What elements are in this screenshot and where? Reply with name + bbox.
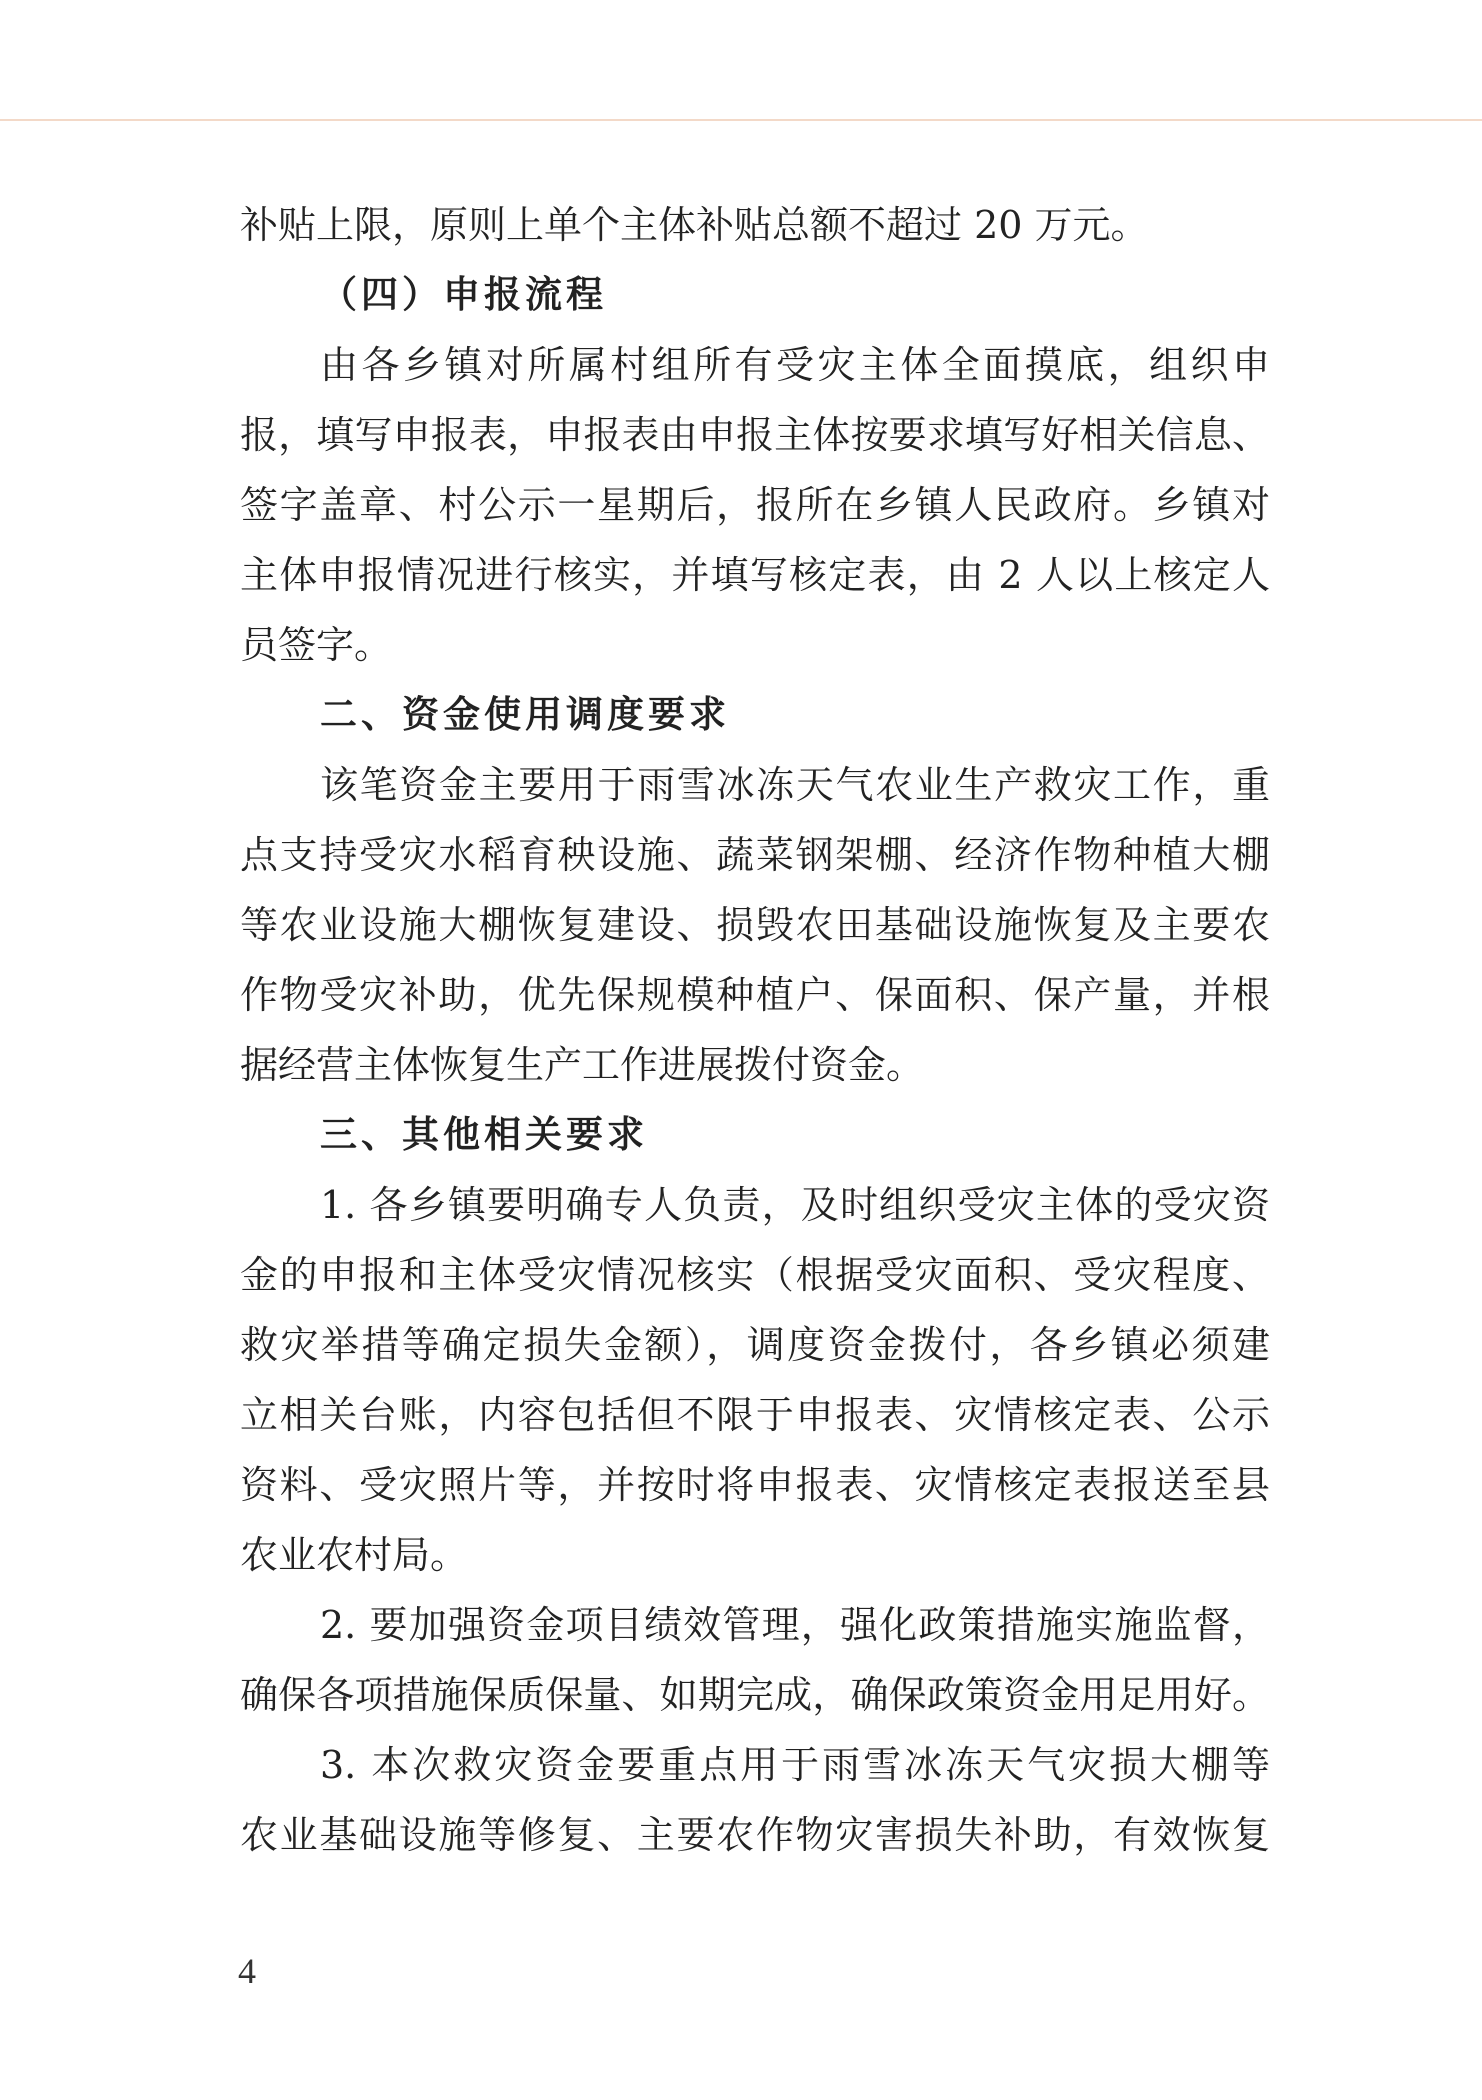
body-line: 主体申报情况进行核实，并填写核定表，由 2 人以上核定人 — [240, 553, 1270, 597]
body-line: 点支持受灾水稻育秧设施、蔬菜钢架棚、经济作物种植大棚 — [240, 833, 1270, 877]
body-line: 补贴上限，原则上单个主体补贴总额不超过 20 万元。 — [240, 203, 1149, 247]
body-line: 等农业设施大棚恢复建设、损毁农田基础设施恢复及主要农 — [240, 903, 1270, 947]
body-line: 1. 各乡镇要明确专人负责，及时组织受灾主体的受灾资 — [320, 1183, 1270, 1227]
section-heading: 三、其他相关要求 — [320, 1113, 648, 1156]
page-number: 4 — [238, 1951, 256, 1991]
body-line: 签字盖章、村公示一星期后，报所在乡镇人民政府。乡镇对 — [240, 483, 1270, 527]
body-line: 农业基础设施等修复、主要农作物灾害损失补助，有效恢复 — [240, 1813, 1270, 1857]
top-rule — [0, 119, 1482, 121]
body-line: 资料、受灾照片等，并按时将申报表、灾情核定表报送至县 — [240, 1463, 1270, 1507]
body-line: 2. 要加强资金项目绩效管理，强化政策措施实施监督， — [320, 1603, 1270, 1647]
body-line: 3. 本次救灾资金要重点用于雨雪冰冻天气灾损大棚等 — [320, 1743, 1270, 1787]
body-line: 报，填写申报表，申报表由申报主体按要求填写好相关信息、 — [240, 413, 1270, 457]
body-line: 据经营主体恢复生产工作进展拨付资金。 — [240, 1043, 925, 1087]
body-line: 农业农村局。 — [240, 1533, 469, 1577]
body-line: 由各乡镇对所属村组所有受灾主体全面摸底，组织申 — [320, 343, 1270, 387]
body-line: 员签字。 — [240, 623, 393, 667]
body-line: 救灾举措等确定损失金额），调度资金拨付，各乡镇必须建 — [240, 1323, 1270, 1367]
body-line: 金的申报和主体受灾情况核实（根据受灾面积、受灾程度、 — [240, 1253, 1270, 1297]
section-heading: （四）申报流程 — [320, 273, 607, 316]
section-heading: 二、资金使用调度要求 — [320, 693, 730, 736]
body-line: 立相关台账，内容包括但不限于申报表、灾情核定表、公示 — [240, 1393, 1270, 1437]
body-line: 作物受灾补助，优先保规模种植户、保面积、保产量，并根 — [240, 973, 1270, 1017]
document-body — [240, 190, 1270, 1870]
body-line: 确保各项措施保质保量、如期完成，确保政策资金用足用好。 — [240, 1673, 1270, 1717]
body-line: 该笔资金主要用于雨雪冰冻天气农业生产救灾工作，重 — [320, 763, 1270, 807]
